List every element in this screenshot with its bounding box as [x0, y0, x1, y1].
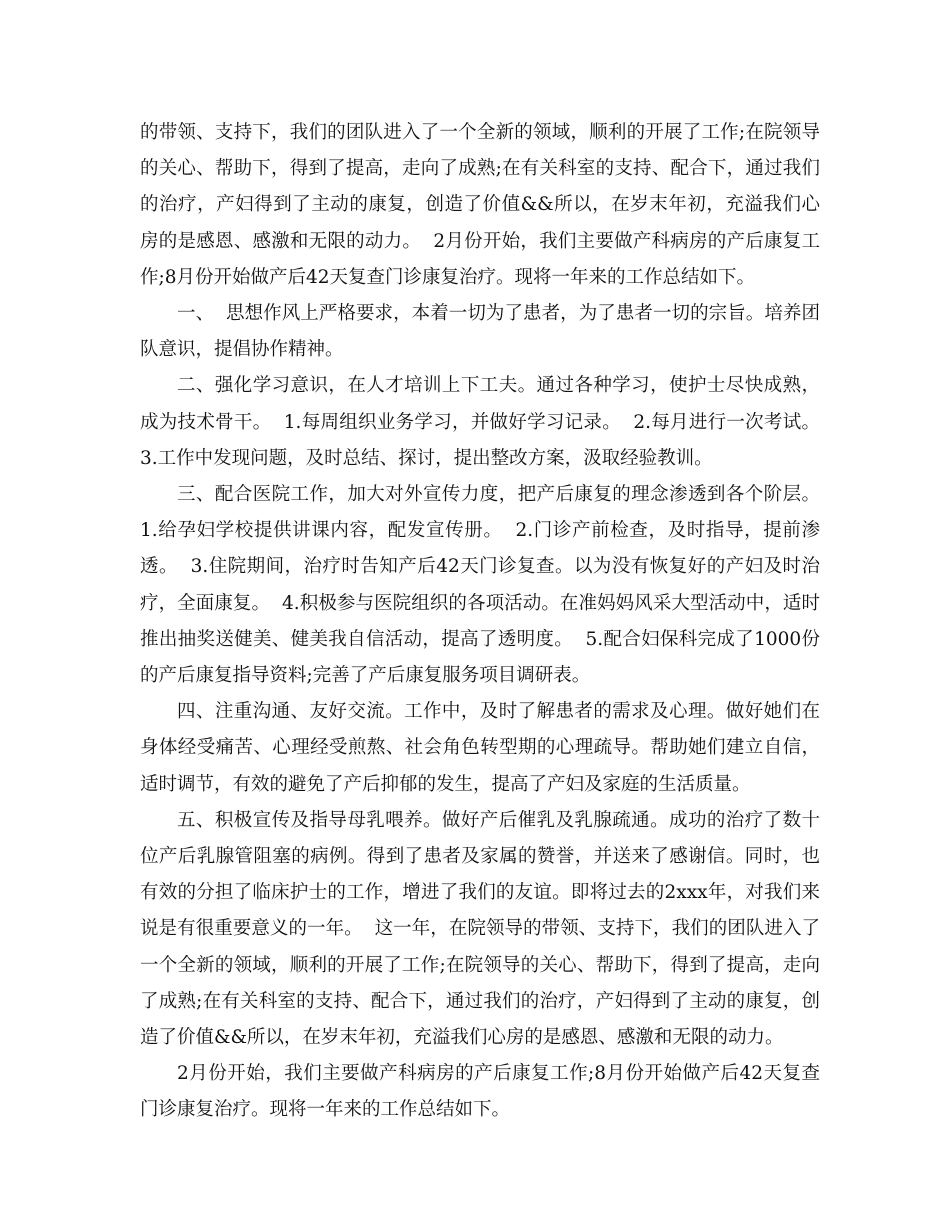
paragraph-closing: 2月份开始，我们主要做产科病房的产后康复工作;8月份开始做产后42天复查门诊康复治疗。现将一年来的工作总结如下。 — [140, 1063, 820, 1121]
paragraph-section-4: 四、注重沟通、友好交流。工作中，及时了解患者的需求及心理。做好她们在身体经受痛苦、心理经受煎熬、社会角色转型期的心理疏导。帮助她们建立自信，适时调节，有效的避免了产后抑郁的发生，提高了产妇及家庭的生活质量。 — [140, 701, 820, 795]
paragraph-continuation: 的带领、支持下，我们的团队进入了一个全新的领域，顺利的开展了工作;在院领导的关心、帮助下，得到了提高，走向了成熟;在有关科室的支持、配合下，通过我们的治疗，产妇得到了主动的康复，创造了价值&&所以，在岁末年初，充溢我们心房的是感恩、感激和无限的动力。 2月份开始，我们主要做产科病房的产后康复工作;8月份开始做产后42天复查门诊康复治疗。现将一年来的工作总结如下。 — [140, 122, 820, 288]
paragraph-section-3: 三、配合医院工作，加大对外宣传力度，把产后康复的理念渗透到各个阶层。 1.给孕妇学校提供讲课内容，配发宣传册。 2.门诊产前检查，及时指导，提前渗透。 3.住院期间，治疗时告知产后42天门诊复查。以为没有恢复好的产妇及时治疗，全面康复。 4.积极参与医院组织的各项活动。在准妈妈风采大型活动中，适时推出抽奖送健美、健美我自信活动，提高了透明度。 5.配合妇保科完成了1000份的产后康复指导资料;完善了产后康复服务项目调研表。 — [140, 484, 832, 687]
document-body — [140, 115, 832, 1129]
paragraph-section-1: 一、 思想作风上严格要求，本着一切为了患者，为了患者一切的宗旨。培养团队意识，提倡协作精神。 — [140, 303, 820, 361]
paragraph-section-2: 二、强化学习意识，在人才培训上下工夫。通过各种学习，使护士尽快成熟，成为技术骨干。 1.每周组织业务学习，并做好学习记录。 2.每月进行一次考试。 3.工作中发现问题，及时总结、探讨，提出整改方案，汲取经验教训。 — [140, 375, 832, 469]
paragraph-section-5: 五、积极宣传及指导母乳喂养。做好产后催乳及乳腺疏通。成功的治疗了数十位产后乳腺管阻塞的病例。得到了患者及家属的赞誉，并送来了感谢信。同时，也有效的分担了临床护士的工作，增进了我们的友谊。即将过去的2xxx年，对我们来说是有很重要意义的一年。 这一年，在院领导的带领、支持下，我们的团队进入了一个全新的领域，顺利的开展了工作;在院领导的关心、帮助下，得到了提高，走向了成熟;在有关科室的支持、配合下，通过我们的治疗，产妇得到了主动的康复，创造了价值&&所以，在岁末年初，充溢我们心房的是感恩、感激和无限的动力。 — [140, 809, 820, 1049]
